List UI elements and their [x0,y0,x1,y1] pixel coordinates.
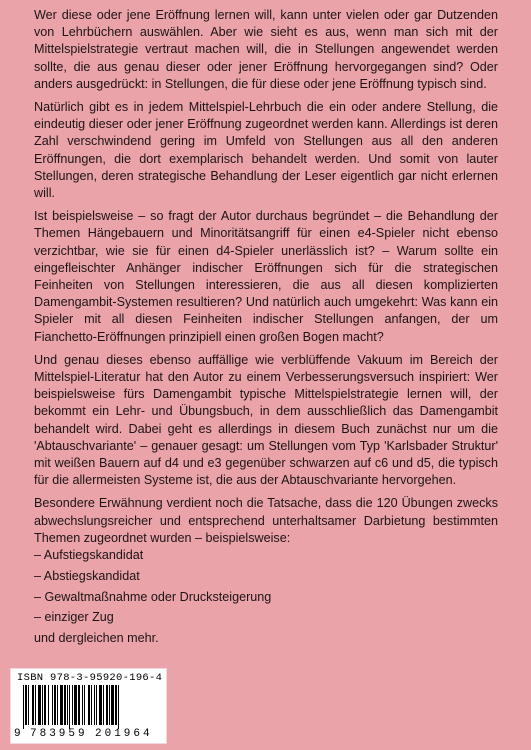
barcode-group-1: 783959 [30,728,88,740]
barcode-bar [52,685,53,725]
closing-line: und dergleichen mehr. [34,630,159,645]
paragraph-2: Natürlich gibt es in jedem Mittelspiel-Lehrbuch die ein oder andere Stellung, die eindeutig dieser oder jener Eröffnung zugeordnet werden kann. Allerdings ist deren Zahl verschwindend gering im Umfeld von Stellungen aus all den anderen Eröffnungen, die dort exemplarisch behandelt werden. Und somit von lauter Stellungen, deren strategische Behandlung der Leser eigentlich gar nicht erlernen will. [34,100,498,201]
barcode-bar [99,685,102,725]
barcode-bar [25,685,27,725]
paragraph-4: Und genau dieses ebenso auffällige wie verblüffende Vakuum im Bereich der Mittelspiel-Literatur hat den Autor zu einem Verbesserungsversuch inspiriert: Wer beispielsweise fürs Damengambit typische Mittelspielstrategie lernen will, der bekommt ein Lehr- und Übungsbuch, in dem ausschließlich das Damengambit behandelt wird. Dabei geht es allerdings in diesem Buch zunächst nur um die 'Abtauschvariante' – genauer gesagt: um Stellungen vom Typ 'Karlsbader Struktur' mit weißen Bauern auf d4 und e3 gegenüber schwarzen auf c6 und d5, die typisch für die allermeisten Systeme ist, die aus der Abtauschvariante hervorgehen. [34,352,498,488]
barcode-bar [74,685,77,725]
barcode-bar [44,685,46,725]
barcode-bar [23,685,24,729]
barcode-bar [118,685,119,729]
barcode-bar [111,685,114,725]
barcode-bar [78,685,80,725]
paragraph-3: Ist beispielsweise – so fragt der Autor durchaus begründet – die Behandlung der Themen Hängebauern und Minoritätsangriff für einen e4-Spieler nicht ebenso verzichtbar, wie sie für einen d4-Spieler unerlässlich ist? – Warum sollte ein eingefleischter Anhänger indischer Eröffnungen sich für die strategischen Feinheiten von Stellungen interessieren, die aus all diesen komplizierten Damengambit-Systemen resultieren? Und natürlich auch umgekehrt: Was kann ein Spieler mit all diesen Feinheiten indischer Stellungen anfangen, der um Fianchetto-Eröffnungen prinzipiell einen großen Bogen macht? [34,209,498,344]
back-cover-text [34,7,498,653]
paragraph-1: Wer diese oder jene Eröffnung lernen will, kann unter vielen oder gar Dutzenden von Lehrbüchern auswählen. Aber wie sieht es aus, wenn man sich mit der Mittelspielstrategie vertraut machen will, die in Stellungen angewendet werden sollte, die aus genau dieser oder jener Eröffnung hervorgegangen sind? Oder anders ausgedrückt: in Stellungen, die für diese oder jene Eröffnung typisch sind. [34,8,498,91]
isbn-barcode [10,668,167,744]
barcode-bar [28,685,29,725]
barcode-bar [106,685,108,725]
barcode-bar [32,685,34,725]
isbn-label: ISBN 978-3-95920-196-4 [17,672,163,684]
list-item: – Abstiegskandidat [34,568,140,583]
barcode-bar [42,685,43,725]
barcode-bar [72,685,73,725]
barcode-bar [115,685,117,725]
barcode-bars-icon [15,685,162,729]
paragraph-5: Besondere Erwähnung verdient noch die Tatsache, dass die 120 Übungen zwecks abwechslungsreicher und entsprechend unterhaltsamer Darbietung bestimmten Themen zugeordnet wurden – beispielsweise: [34,496,498,545]
barcode-bar [67,685,68,725]
barcode-bar [48,685,49,725]
barcode-bar [82,685,83,725]
barcode-bar [96,685,97,725]
barcode-lead-digit: 9 [14,728,21,740]
barcode-bar [64,685,66,725]
barcode-bar [94,685,95,725]
barcode-bar [84,685,85,725]
barcode-group-2: 201964 [95,728,153,740]
barcode-bar [103,685,104,725]
barcode-bar [57,685,58,725]
barcode-bar [109,685,110,725]
list-item: – einziger Zug [34,610,114,625]
barcode-bar [91,685,92,725]
theme-list [34,547,498,626]
barcode-bar [88,685,90,725]
barcode-bar [60,685,63,725]
barcode-bar [54,685,56,725]
barcode-bar [69,685,70,729]
barcode-bar [38,685,41,725]
list-item: – Aufstiegskandidat [34,548,144,563]
barcode-bar [35,685,36,725]
list-item: – Gewaltmaßnahme oder Drucksteigerung [34,589,272,604]
